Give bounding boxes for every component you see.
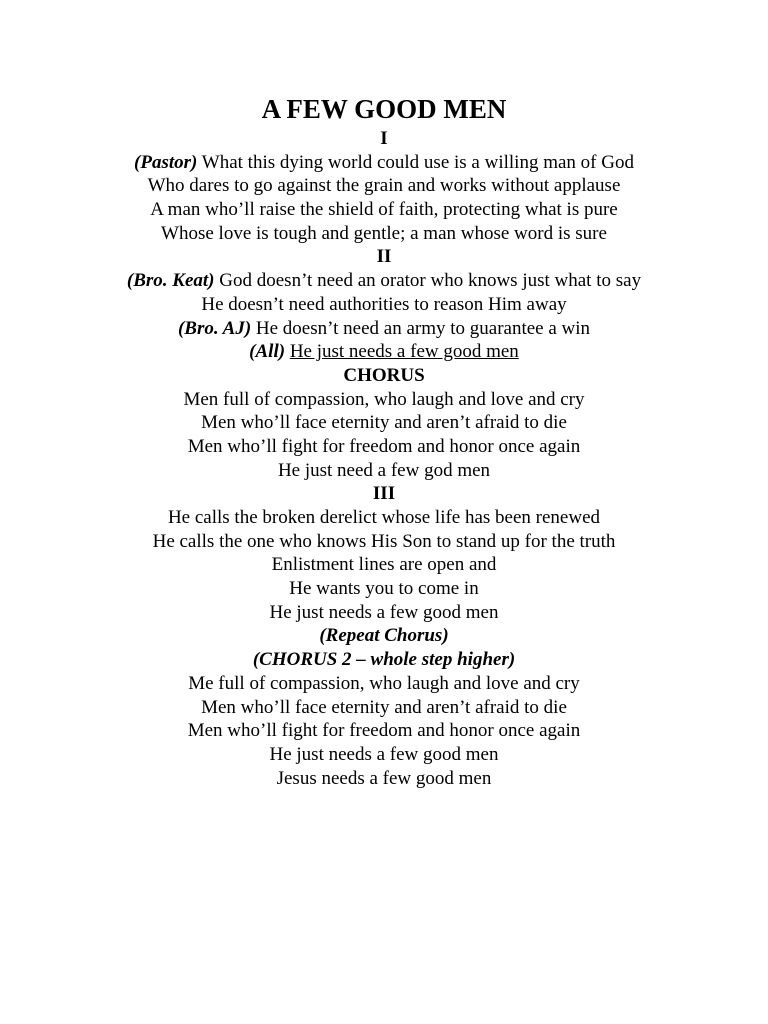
chorus-line: Men full of compassion, who laugh and love and cry [183, 388, 585, 410]
speaker-label: (Pastor) [134, 151, 198, 173]
speaker-label: (Bro. AJ) [177, 317, 252, 339]
lyric-text-underlined: He just needs a few good men [289, 341, 519, 363]
speaker-label: (All) [249, 341, 286, 363]
verse-1-line [0, 151, 768, 175]
verse-3-line: He calls the broken derelict whose life has been renewed [167, 507, 601, 528]
song-title: A FEW GOOD MEN [261, 94, 507, 124]
chorus-2-line: Jesus needs a few good men [276, 767, 492, 789]
verse-3-line: He calls the one who knows His Son to stand up for the truth [152, 530, 616, 552]
verse-3-line: He just needs a few good men [269, 601, 499, 623]
lyric-text: God doesn’t need an orator who knows just what to say [214, 270, 642, 292]
chorus-2-line: He just needs a few good men [269, 743, 499, 765]
verse-3-heading: III [372, 483, 396, 505]
verse-1-line: Who dares to go against the grain and works without applause [147, 175, 621, 197]
verse-2-line [0, 340, 768, 364]
verse-2-line [0, 317, 768, 341]
speaker-label: (Bro. Keat) [126, 270, 215, 292]
lyric-text: What this dying world could use is a willing man of God [197, 151, 634, 173]
verse-1-line: Whose love is tough and gentle; a man whose word is sure [161, 222, 607, 244]
lyric-text: He doesn’t need an army to guarantee a win [251, 317, 591, 339]
repeat-chorus-note: (Repeat Chorus) [319, 625, 449, 647]
verse-2-heading: II [376, 246, 392, 268]
verse-2-line: He doesn’t need authorities to reason Him away [201, 293, 567, 315]
chorus-line: Men who’ll fight for freedom and honor once again [187, 435, 581, 457]
lyrics [0, 127, 768, 790]
chorus-2-line: Men who’ll fight for freedom and honor once again [187, 720, 581, 742]
chorus-line: He just need a few god men [277, 459, 491, 481]
verse-2-line [0, 269, 768, 293]
chorus-heading: CHORUS [343, 364, 425, 386]
verse-3-line: He wants you to come in [289, 578, 479, 600]
chorus-2-line: Me full of compassion, who laugh and love and cry [188, 672, 580, 694]
chorus-line: Men who’ll face eternity and aren’t afraid to die [201, 412, 567, 434]
verse-1-line: A man who’ll raise the shield of faith, protecting what is pure [150, 199, 618, 221]
chorus-2-line: Men who’ll face eternity and aren’t afraid to die [201, 696, 567, 718]
verse-1-heading: I [380, 128, 388, 149]
chorus-2-heading: (CHORUS 2 – whole step higher) [252, 649, 516, 671]
verse-3-line: Enlistment lines are open and [271, 554, 497, 576]
